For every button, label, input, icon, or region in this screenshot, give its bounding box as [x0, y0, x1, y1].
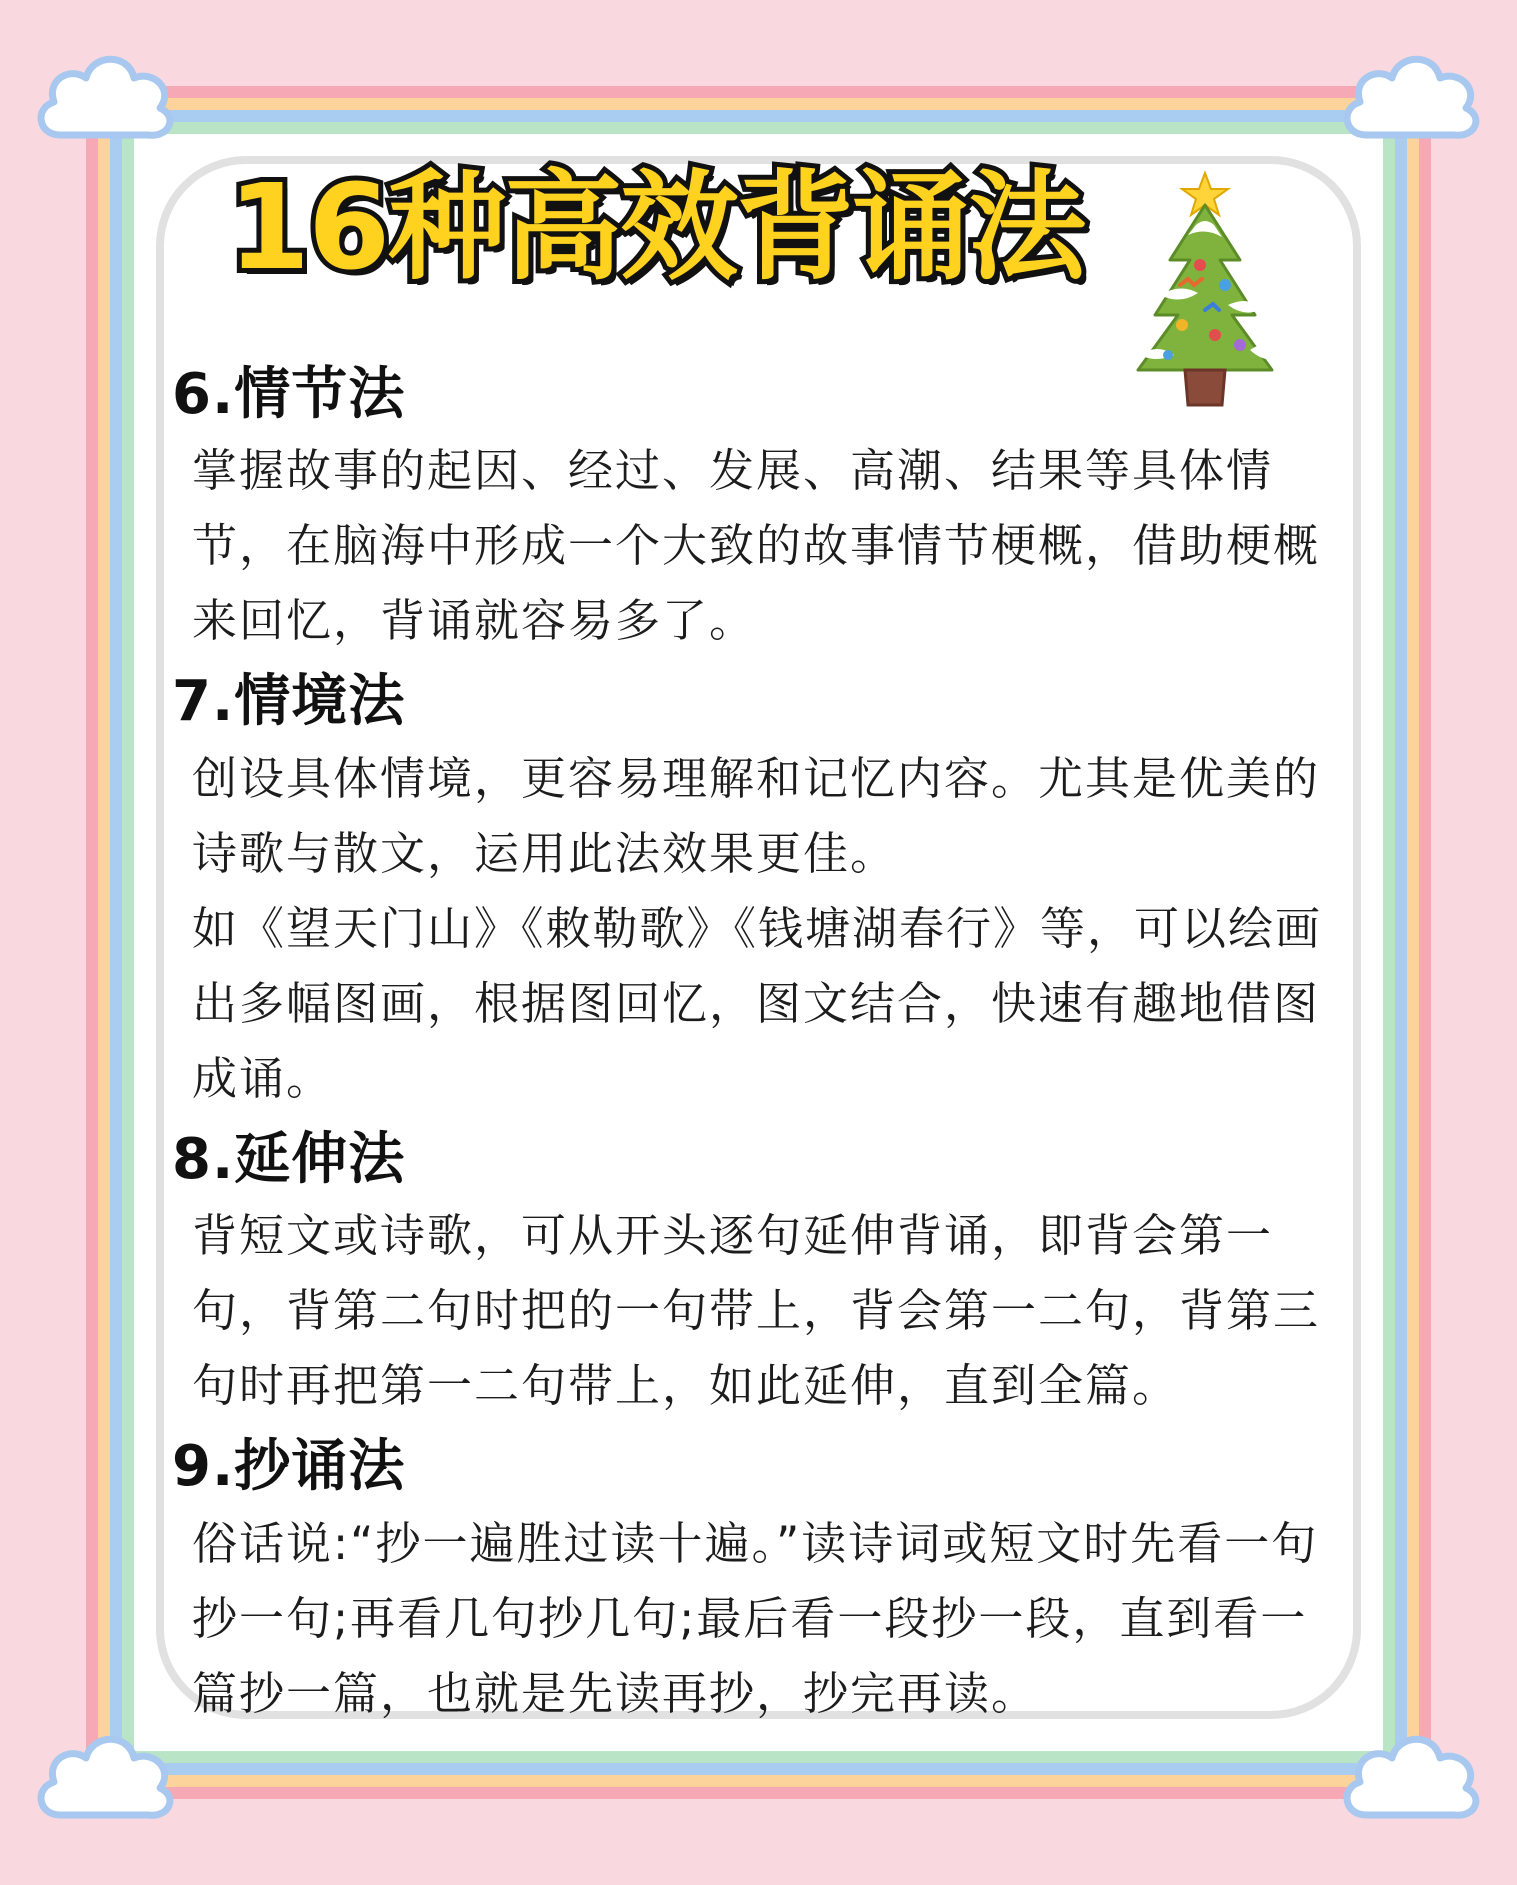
section-heading: 8.延伸法 [172, 1126, 406, 1192]
section-body [192, 433, 1342, 658]
cloud-icon [30, 1720, 180, 1840]
page-title: 16种高效背诵法 [228, 158, 1085, 296]
section-scenario-method [172, 670, 1342, 1115]
section-paragraph: 如《望天门山》《敕勒歌》《钱塘湖春行》等，可以绘画出多幅图画，根据图回忆，图文结合，快速有趣地借图成诵。 [192, 901, 1323, 1105]
section-extension-method [172, 1128, 1342, 1423]
section-body [192, 741, 1342, 1116]
section-paragraph: 俗话说:“抄一遍胜过读十遍。”读诗词或短文时先看一句抄一句;再看几句抄几句;最后看一段抄一段，直到看一篇抄一篇，也就是先读再抄，抄完再读。 [192, 1516, 1319, 1720]
section-paragraph: 创设具体情境，更容易理解和记忆内容。尤其是优美的诗歌与散文，运用此法效果更佳。 [192, 751, 1321, 880]
section-heading: 9.抄诵法 [172, 1434, 406, 1500]
section-plot-method [172, 363, 1342, 658]
section-copy-recite-method [172, 1435, 1342, 1730]
article-body [172, 363, 1342, 1743]
cloud-icon [1336, 40, 1486, 160]
section-paragraph: 背短文或诗歌，可从开头逐句延伸背诵，即背会第一句，背第二句时把的一句带上，背会第一二句，背第三句时再把第一二句带上，如此延伸，直到全篇。 [192, 1209, 1321, 1413]
section-body [192, 1198, 1342, 1423]
section-paragraph: 掌握故事的起因、经过、发展、高潮、结果等具体情节，在脑海中形成一个大致的故事情节梗概，借助梗概来回忆，背诵就容易多了。 [192, 444, 1321, 648]
cloud-icon [1336, 1720, 1486, 1840]
section-heading: 7.情境法 [172, 669, 406, 735]
cloud-icon [30, 40, 180, 160]
section-body [192, 1506, 1342, 1731]
section-heading: 6.情节法 [172, 362, 406, 427]
